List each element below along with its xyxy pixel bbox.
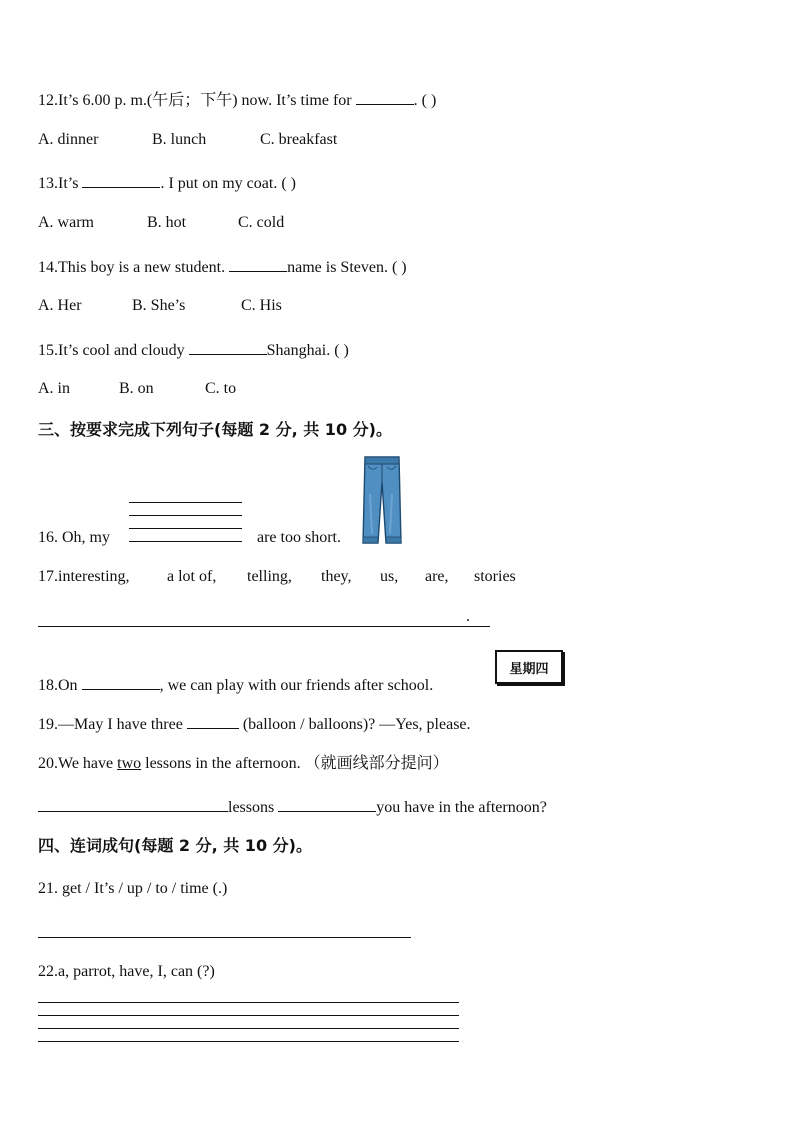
option-a[interactable]: A. warm	[38, 214, 94, 231]
question-15	[38, 338, 349, 361]
question-tail: (balloon / balloons)? —Yes, please.	[238, 716, 471, 733]
question-text: 18.On	[38, 677, 82, 694]
options-13	[38, 213, 284, 233]
question-text: 13.It’s	[38, 175, 83, 192]
question-text: 12.It’s 6.00 p. m.(午后；下午) now. It’s time for	[38, 92, 356, 109]
question-tail: . I put on my coat. ( )	[160, 175, 296, 192]
writing-line[interactable]	[38, 1015, 459, 1016]
answer-blank[interactable]	[278, 795, 376, 812]
question-text: 20.We have	[38, 755, 118, 772]
question-13	[38, 171, 296, 194]
options-14	[38, 296, 282, 316]
answer-line[interactable]	[38, 937, 411, 938]
question-19	[38, 712, 471, 735]
question-18	[38, 673, 433, 696]
answer-blank[interactable]	[187, 712, 239, 729]
question-21: 21. get / It’s / up / to / time (.)	[38, 880, 228, 897]
answer-line[interactable]	[38, 626, 490, 627]
option-c[interactable]: C. cold	[238, 214, 285, 231]
question-tail: Shanghai. ( )	[266, 342, 349, 359]
answer-blank[interactable]	[38, 795, 228, 812]
options-15	[38, 379, 236, 399]
word: they,	[321, 568, 352, 585]
question-text: 19.—May I have three	[38, 716, 187, 733]
question-tail: name is Steven. ( )	[287, 259, 407, 276]
option-a[interactable]: A. in	[38, 380, 70, 397]
writing-line[interactable]	[129, 515, 242, 516]
question-tail: lessons in the afternoon. （就画线部分提问）	[141, 755, 449, 772]
question-20	[38, 754, 449, 774]
question-16-text: 16. Oh, my	[38, 529, 110, 546]
word: are,	[425, 568, 449, 585]
option-b[interactable]: B. hot	[147, 214, 187, 231]
question-14	[38, 255, 407, 278]
word: stories	[474, 568, 516, 585]
underlined-word: two	[117, 755, 142, 772]
question-22: 22.a, parrot, have, I, can (?)	[38, 963, 215, 980]
answer-blank[interactable]	[82, 673, 160, 690]
answer-text: you have in the afternoon?	[376, 799, 547, 816]
answer-blank[interactable]	[229, 255, 287, 272]
answer-text: lessons	[228, 799, 279, 816]
options-12	[38, 130, 337, 150]
word: us,	[380, 568, 399, 585]
writing-line[interactable]	[129, 541, 242, 542]
answer-blank[interactable]	[356, 88, 414, 105]
option-c[interactable]: C. to	[205, 380, 237, 397]
answer-blank[interactable]	[189, 338, 267, 355]
option-b[interactable]: B. on	[119, 380, 154, 397]
word: telling,	[247, 568, 292, 585]
section-3-heading: 三、按要求完成下列句子(每题 2 分, 共 10 分)。	[38, 420, 392, 439]
option-a[interactable]: A. dinner	[38, 131, 99, 148]
writing-line[interactable]	[129, 528, 242, 529]
writing-line[interactable]	[38, 1002, 459, 1003]
writing-line[interactable]	[38, 1041, 459, 1042]
option-c[interactable]: C. breakfast	[260, 131, 338, 148]
question-text: 15.It’s cool and cloudy	[38, 342, 189, 359]
word: a lot of,	[167, 568, 217, 585]
answer-blank[interactable]	[82, 171, 160, 188]
question-text: 14.This boy is a new student.	[38, 259, 230, 276]
option-b[interactable]: B. lunch	[152, 131, 207, 148]
section-4-heading: 四、连词成句(每题 2 分, 共 10 分)。	[38, 836, 312, 855]
option-b[interactable]: B. She’s	[132, 297, 186, 314]
writing-line[interactable]	[38, 1028, 459, 1029]
question-tail: , we can play with our friends after school.	[159, 677, 434, 694]
option-a[interactable]: A. Her	[38, 297, 82, 314]
weekday-card: 星期四	[495, 650, 563, 684]
question-20-answer	[38, 795, 547, 818]
jeans-icon	[360, 454, 404, 546]
question-16-tail: are too short.	[257, 529, 341, 546]
question-tail: . ( )	[413, 92, 437, 109]
writing-line[interactable]	[129, 502, 242, 503]
period-mark: .	[466, 608, 470, 625]
option-c[interactable]: C. His	[241, 297, 282, 314]
question-12	[38, 88, 436, 111]
word: 17.interesting,	[38, 568, 130, 585]
